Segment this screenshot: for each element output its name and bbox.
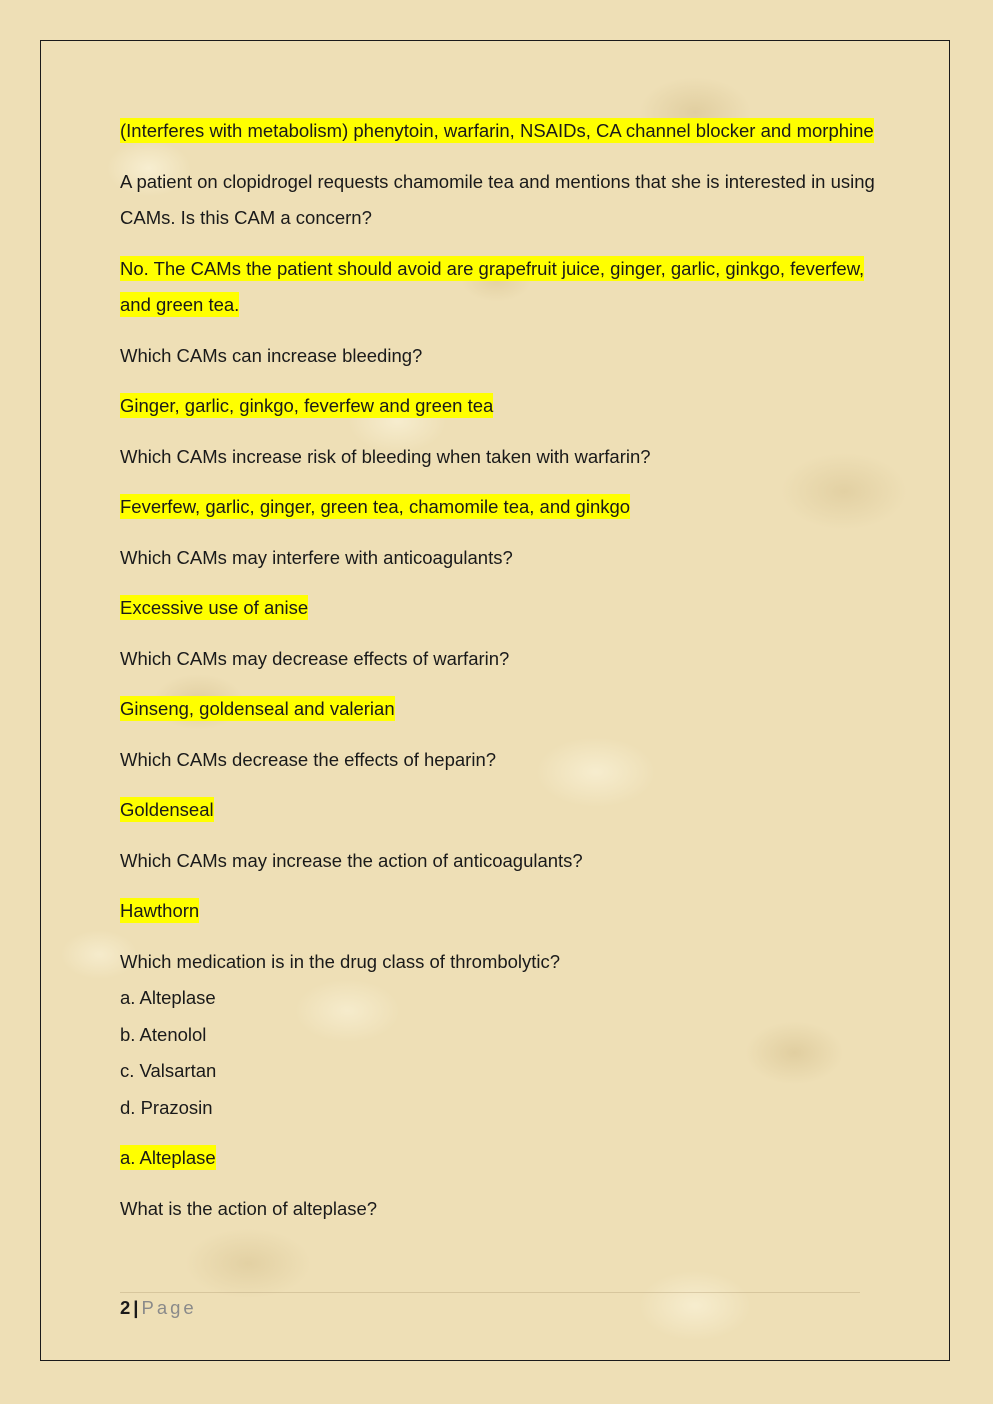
- highlighted-text: Ginseng, goldenseal and valerian: [120, 698, 395, 719]
- answer-paragraph: [120, 489, 880, 526]
- highlighted-text: Goldenseal: [120, 799, 214, 820]
- question-paragraph: [120, 641, 880, 678]
- page-footer: [120, 1294, 197, 1322]
- question-paragraph: [120, 540, 880, 577]
- highlighted-text: No. The CAMs the patient should avoid are grapefruit juice, ginger, garlic, ginkgo, feverfew, and green tea.: [120, 257, 865, 315]
- option-a: a. Alteplase: [120, 987, 216, 1008]
- question-text: Which CAMs may increase the action of anticoagulants?: [120, 849, 583, 871]
- highlighted-text: Feverfew, garlic, ginger, green tea, chamomile tea, and ginkgo: [120, 496, 631, 517]
- footer-divider: [120, 1292, 860, 1293]
- option-c: c. Valsartan: [120, 1060, 217, 1081]
- question-text: Which CAMs may interfere with anticoagulants?: [120, 546, 513, 568]
- option-b: b. Atenolol: [120, 1023, 207, 1045]
- answer-paragraph: [120, 251, 880, 324]
- question-paragraph: [120, 338, 880, 375]
- question-text: Which CAMs increase risk of bleeding when taken with warfarin?: [120, 445, 651, 467]
- question-paragraph: [120, 439, 880, 476]
- last-question: What is the action of alteplase?: [120, 1197, 378, 1219]
- answer-paragraph: [120, 113, 880, 150]
- page-label: Page: [141, 1297, 197, 1318]
- answer-paragraph: [120, 388, 880, 425]
- question-text: A patient on clopidrogel requests chamomile tea and mentions that she is interested in using CAMs. Is this CAM a concern?: [120, 170, 875, 228]
- option-d: d. Prazosin: [120, 1096, 213, 1118]
- question-paragraph: [120, 843, 880, 880]
- document-body: [120, 113, 880, 1241]
- question-paragraph: [120, 164, 880, 237]
- highlighted-text: (Interferes with metabolism) phenytoin, warfarin, NSAIDs, CA channel blocker and morphine: [120, 120, 874, 141]
- answer-paragraph: [120, 893, 880, 930]
- highlighted-text: Hawthorn: [120, 900, 200, 921]
- answer-highlight: a. Alteplase: [120, 1147, 216, 1168]
- page-separator: |: [133, 1297, 139, 1318]
- question-text: Which CAMs decrease the effects of heparin?: [120, 748, 497, 770]
- question-text: Which CAMs can increase bleeding?: [120, 344, 423, 366]
- qa-paragraphs: [120, 113, 880, 930]
- answer-paragraph: [120, 590, 880, 627]
- answer-paragraph: [120, 792, 880, 829]
- page-number: 2: [120, 1297, 131, 1318]
- highlighted-text: Excessive use of anise: [120, 597, 309, 618]
- question-prompt: Which medication is in the drug class of thrombolytic?: [120, 950, 561, 972]
- highlighted-text: Ginger, garlic, ginkgo, feverfew and green tea: [120, 395, 494, 416]
- question-text: Which CAMs may decrease effects of warfarin?: [120, 647, 510, 669]
- answer-paragraph: [120, 691, 880, 728]
- question-paragraph: [120, 742, 880, 779]
